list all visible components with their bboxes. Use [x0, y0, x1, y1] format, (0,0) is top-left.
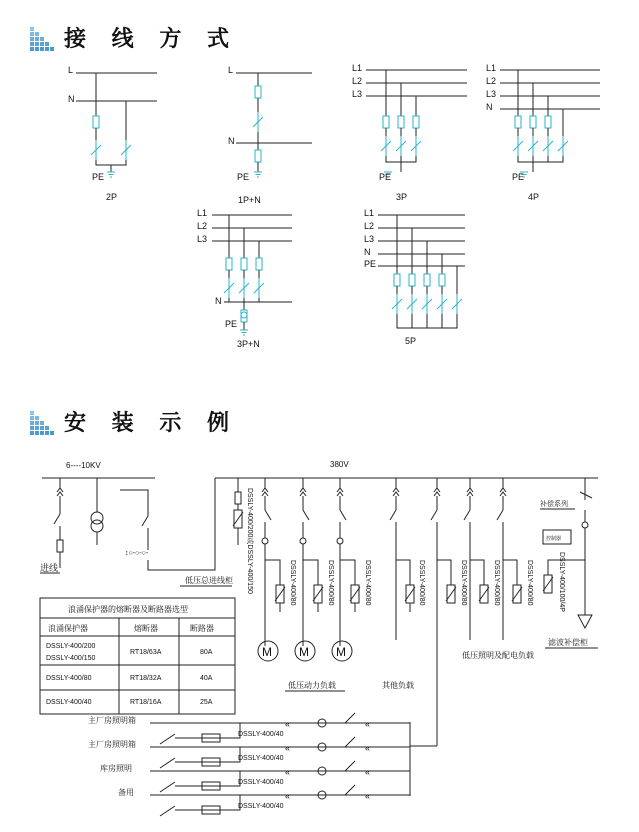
- pe-label: PE: [225, 319, 238, 329]
- hv-voltage-label: 6----10KV: [66, 461, 101, 470]
- diagram-4p: [486, 63, 600, 202]
- compensation-branch: [540, 478, 598, 648]
- table-cell: 25A: [200, 699, 213, 706]
- comp-spd-label: DSSLY-400/100/4P: [558, 552, 565, 612]
- install-diagram: [40, 460, 598, 816]
- feeder-label: 主厂房照明箱: [88, 716, 136, 725]
- table-cell: DSSLY-400/200: [46, 643, 96, 650]
- branch-spd-label: DSSLY-400/80: [526, 560, 533, 606]
- motor-label: M: [262, 645, 272, 659]
- table-cell: DSSLY-400/150: [46, 655, 96, 662]
- table-cell: RT18/63A: [130, 649, 162, 656]
- filter-cabinet-label: 滤波补偿柜: [548, 638, 588, 647]
- table-header: 断路器: [190, 624, 214, 633]
- line-label-l2: L2: [364, 221, 375, 231]
- table-cell: 80A: [200, 649, 213, 656]
- branch-spd-label: DSSLY-400/80: [460, 560, 467, 606]
- arrow-icon: «: [285, 767, 291, 777]
- caption-3pn: 3P+N: [237, 339, 260, 349]
- feeder-rows: [88, 713, 437, 816]
- line-label-n: N: [68, 94, 75, 104]
- lighting-branches: [431, 478, 534, 746]
- table-title: 浪涌保护器的熔断器及断路器选型: [68, 605, 188, 614]
- branch-spd-label: DSSLY-400/80: [327, 560, 334, 606]
- wiring-section-title: 接 线 方 式: [64, 26, 238, 52]
- line-label-n: N: [364, 247, 371, 257]
- diagram-5p: [364, 208, 465, 346]
- branch-spd-label: DSSLY-400/80: [493, 560, 500, 606]
- line-label-l3: L3: [352, 89, 363, 99]
- power-load-label: 低压动力负载: [288, 681, 336, 690]
- lv-main-cabinet-label: 低压总进线柜: [185, 576, 233, 585]
- incoming-label: 进线: [40, 564, 59, 574]
- feeder-label: 主厂房照明箱: [88, 740, 136, 749]
- branch-spd-label: DSSLY-400/80: [364, 560, 371, 606]
- power-branches: [258, 478, 371, 691]
- feeder-spd-label: DSSLY-400/40: [238, 755, 284, 762]
- line-label-l3: L3: [197, 234, 208, 244]
- caption-4p: 4P: [528, 192, 540, 202]
- lv-voltage-label: 380V: [330, 460, 349, 469]
- line-label-l: L: [228, 65, 234, 75]
- caption-5p: 5P: [405, 336, 417, 346]
- table-header: 浪涌保护器: [48, 624, 88, 633]
- arrow-icon: «: [365, 767, 371, 777]
- feeder-spd-label: DSSLY-400/40: [238, 779, 284, 786]
- table-cell: DSSLY-400/40: [46, 699, 92, 706]
- motor-label: M: [336, 645, 346, 659]
- arrow-icon: «: [365, 791, 371, 801]
- line-label-l: L: [68, 65, 74, 75]
- line-label-l1: L1: [364, 208, 375, 218]
- line-label-n: N: [228, 136, 235, 146]
- line-label-l1: L1: [486, 63, 497, 73]
- arrow-icon: «: [365, 743, 371, 753]
- controller-chip: 控制器: [546, 536, 562, 542]
- line-label-l3: L3: [364, 234, 375, 244]
- table-cell: RT18/16A: [130, 699, 162, 706]
- install-section-title: 安 装 示 例: [64, 410, 238, 436]
- arrow-icon: «: [365, 719, 371, 729]
- arrow-icon: «: [285, 791, 291, 801]
- meter-symbol-icon: ↕○-○-○-: [125, 550, 149, 557]
- arrow-icon: «: [285, 719, 291, 729]
- line-label-l1: L1: [352, 63, 363, 73]
- other-load-label: 其他负载: [382, 681, 414, 690]
- line-label-n: N: [215, 296, 222, 306]
- line-label-l3: L3: [486, 89, 497, 99]
- arrow-icon: «: [285, 743, 291, 753]
- feeder-spd-label: DSSLY-400/40: [238, 731, 284, 738]
- line-label-l2: L2: [197, 221, 208, 231]
- caption-2p: 2P: [106, 192, 118, 202]
- other-branch: [382, 478, 425, 690]
- main-cabinet-spd-label: DSSLY-400/200或DSSLY-400/150: [246, 488, 253, 594]
- line-label-l2: L2: [352, 76, 363, 86]
- diagram-2p: [68, 65, 157, 202]
- pe-label: PE: [364, 259, 377, 269]
- line-label-n: N: [486, 102, 493, 112]
- pe-label: PE: [92, 172, 105, 182]
- diagram-3pn: [197, 208, 292, 349]
- pe-label: PE: [512, 172, 525, 182]
- line-label-l1: L1: [197, 208, 208, 218]
- table-cell: 40A: [200, 675, 213, 682]
- motor-label: M: [299, 645, 309, 659]
- table-header: 熔断器: [134, 624, 158, 633]
- caption-1pn: 1P+N: [238, 195, 261, 205]
- branch-spd-label: DSSLY-400/80: [418, 560, 425, 606]
- feeder-spd-label: DSSLY-400/40: [238, 803, 284, 810]
- selection-table: [40, 598, 235, 714]
- diagram-1pn: [228, 65, 312, 205]
- feeder-label: 备用: [118, 788, 134, 797]
- table-cell: DSSLY-400/80: [46, 675, 92, 682]
- diagram-3p: [352, 63, 467, 202]
- pe-label: PE: [379, 172, 392, 182]
- line-label-l2: L2: [486, 76, 497, 86]
- branch-spd-label: DSSLY-400/80: [289, 560, 296, 606]
- pe-label: PE: [237, 172, 250, 182]
- feeder-label: 库房照明: [100, 764, 132, 773]
- comp-system-label: 补偿系列: [540, 500, 568, 508]
- lighting-load-label: 低压照明及配电负载: [462, 651, 534, 660]
- table-cell: RT18/32A: [130, 675, 162, 682]
- caption-3p: 3P: [396, 192, 408, 202]
